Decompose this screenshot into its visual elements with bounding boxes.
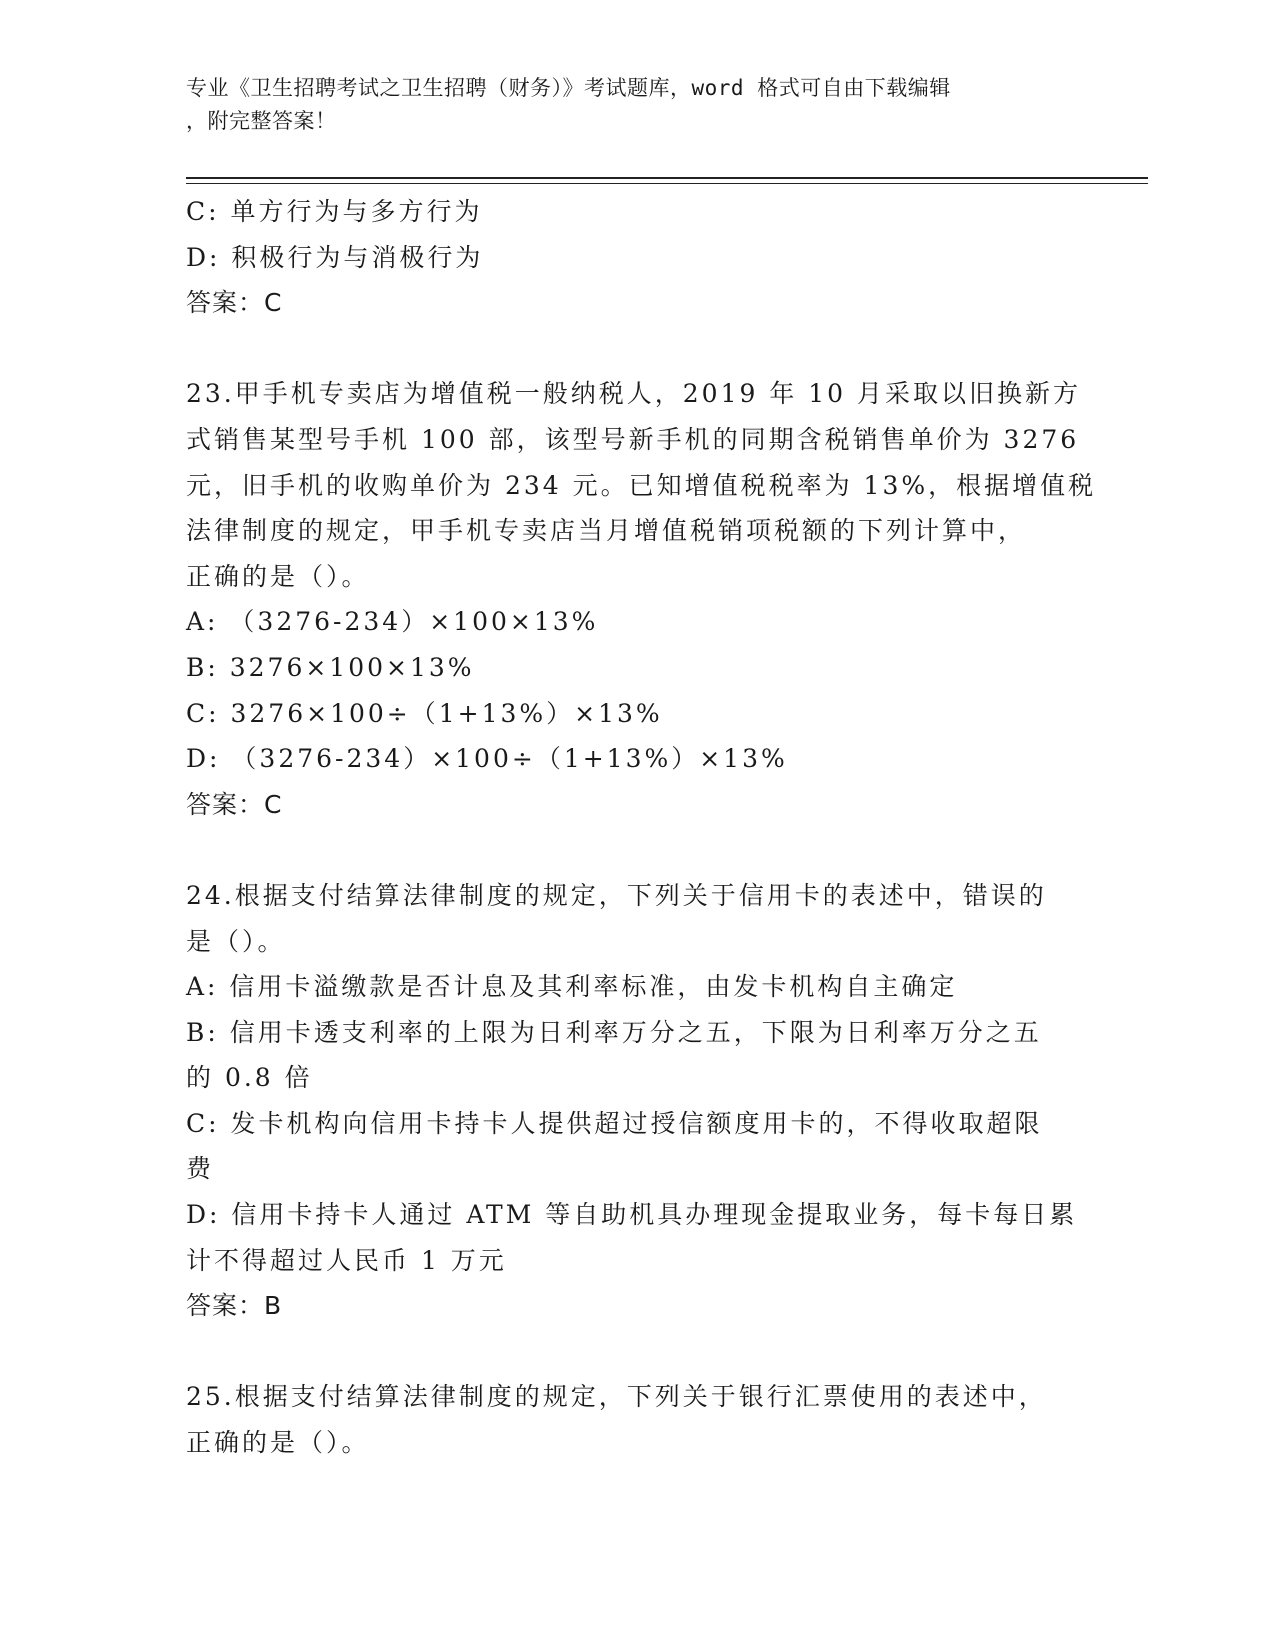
q24-option-c: C: 发卡机构向信用卡持卡人提供超过授信额度用卡的，不得收取超限 [186,1108,1043,1138]
q24-answer: 答案：B [186,1291,283,1321]
q22-option-d: D: 积极行为与消极行为 [186,242,484,272]
question-24 [186,873,1086,1329]
header-line-1: 专业《卫生招聘考试之卫生招聘（财务）》考试题库，word 格式可自由下载编辑 [186,76,951,100]
q24-stem-line: 24.根据支付结算法律制度的规定，下列关于信用卡的表述中，错误的 [186,880,1047,910]
q25-stem-line: 正确的是（）。 [186,1428,370,1458]
q23-stem-line: 元，旧手机的收购单价为 234 元。已知增值税税率为 13%，根据增值税 [186,470,1097,500]
document-header [186,72,1076,138]
q24-option-d-cont: 计不得超过人民币 1 万元 [186,1245,507,1275]
q24-option-d: D: 信用卡持卡人通过 ATM 等自助机具办理现金提取业务，每卡每日累 [186,1200,1078,1230]
question-content [186,189,1097,1466]
header-divider-thick [186,177,1148,179]
question-25 [186,1374,1086,1465]
question-22-tail [186,189,1086,326]
q23-stem-line: 23.甲手机专卖店为增值税一般纳税人，2019 年 10 月采取以旧换新方 [186,379,1082,409]
q22-answer: 答案：C [186,288,283,318]
q23-answer: 答案：C [186,789,283,819]
spacer [186,1329,1086,1375]
q24-option-c-cont: 费 [186,1154,215,1184]
spacer [186,827,1086,873]
q24-stem-line: 是（）。 [186,926,286,956]
q24-option-a: A: 信用卡溢缴款是否计息及其利率标准，由发卡机构自主确定 [186,972,958,1002]
q23-option-b: B: 3276×100×13% [186,652,475,682]
q24-option-b: B: 信用卡透支利率的上限为日利率万分之五，下限为日利率万分之五 [186,1017,1042,1047]
q23-option-d: D: （3276-234）×100÷（1+13%）×13% [186,744,788,774]
header-line-2: ，附完整答案！ [186,109,337,133]
q23-option-a: A: （3276-234）×100×13% [186,607,599,637]
q25-stem-line: 25.根据支付结算法律制度的规定，下列关于银行汇票使用的表述中， [186,1382,1047,1412]
q23-stem-line: 正确的是（）。 [186,561,370,591]
q22-option-c: C: 单方行为与多方行为 [186,197,483,226]
question-23 [186,371,1097,827]
q23-stem-line: 式销售某型号手机 100 部，该型号新手机的同期含税销售单价为 3276 [186,424,1080,454]
q23-option-c: C: 3276×100÷（1+13%）×13% [186,698,663,728]
q23-stem-line: 法律制度的规定，甲手机专卖店当月增值税销项税额的下列计算中， [186,516,1027,546]
header-divider-thin [186,183,1148,184]
spacer [186,326,1086,372]
q24-option-b-cont: 的 0.8 倍 [186,1063,313,1093]
